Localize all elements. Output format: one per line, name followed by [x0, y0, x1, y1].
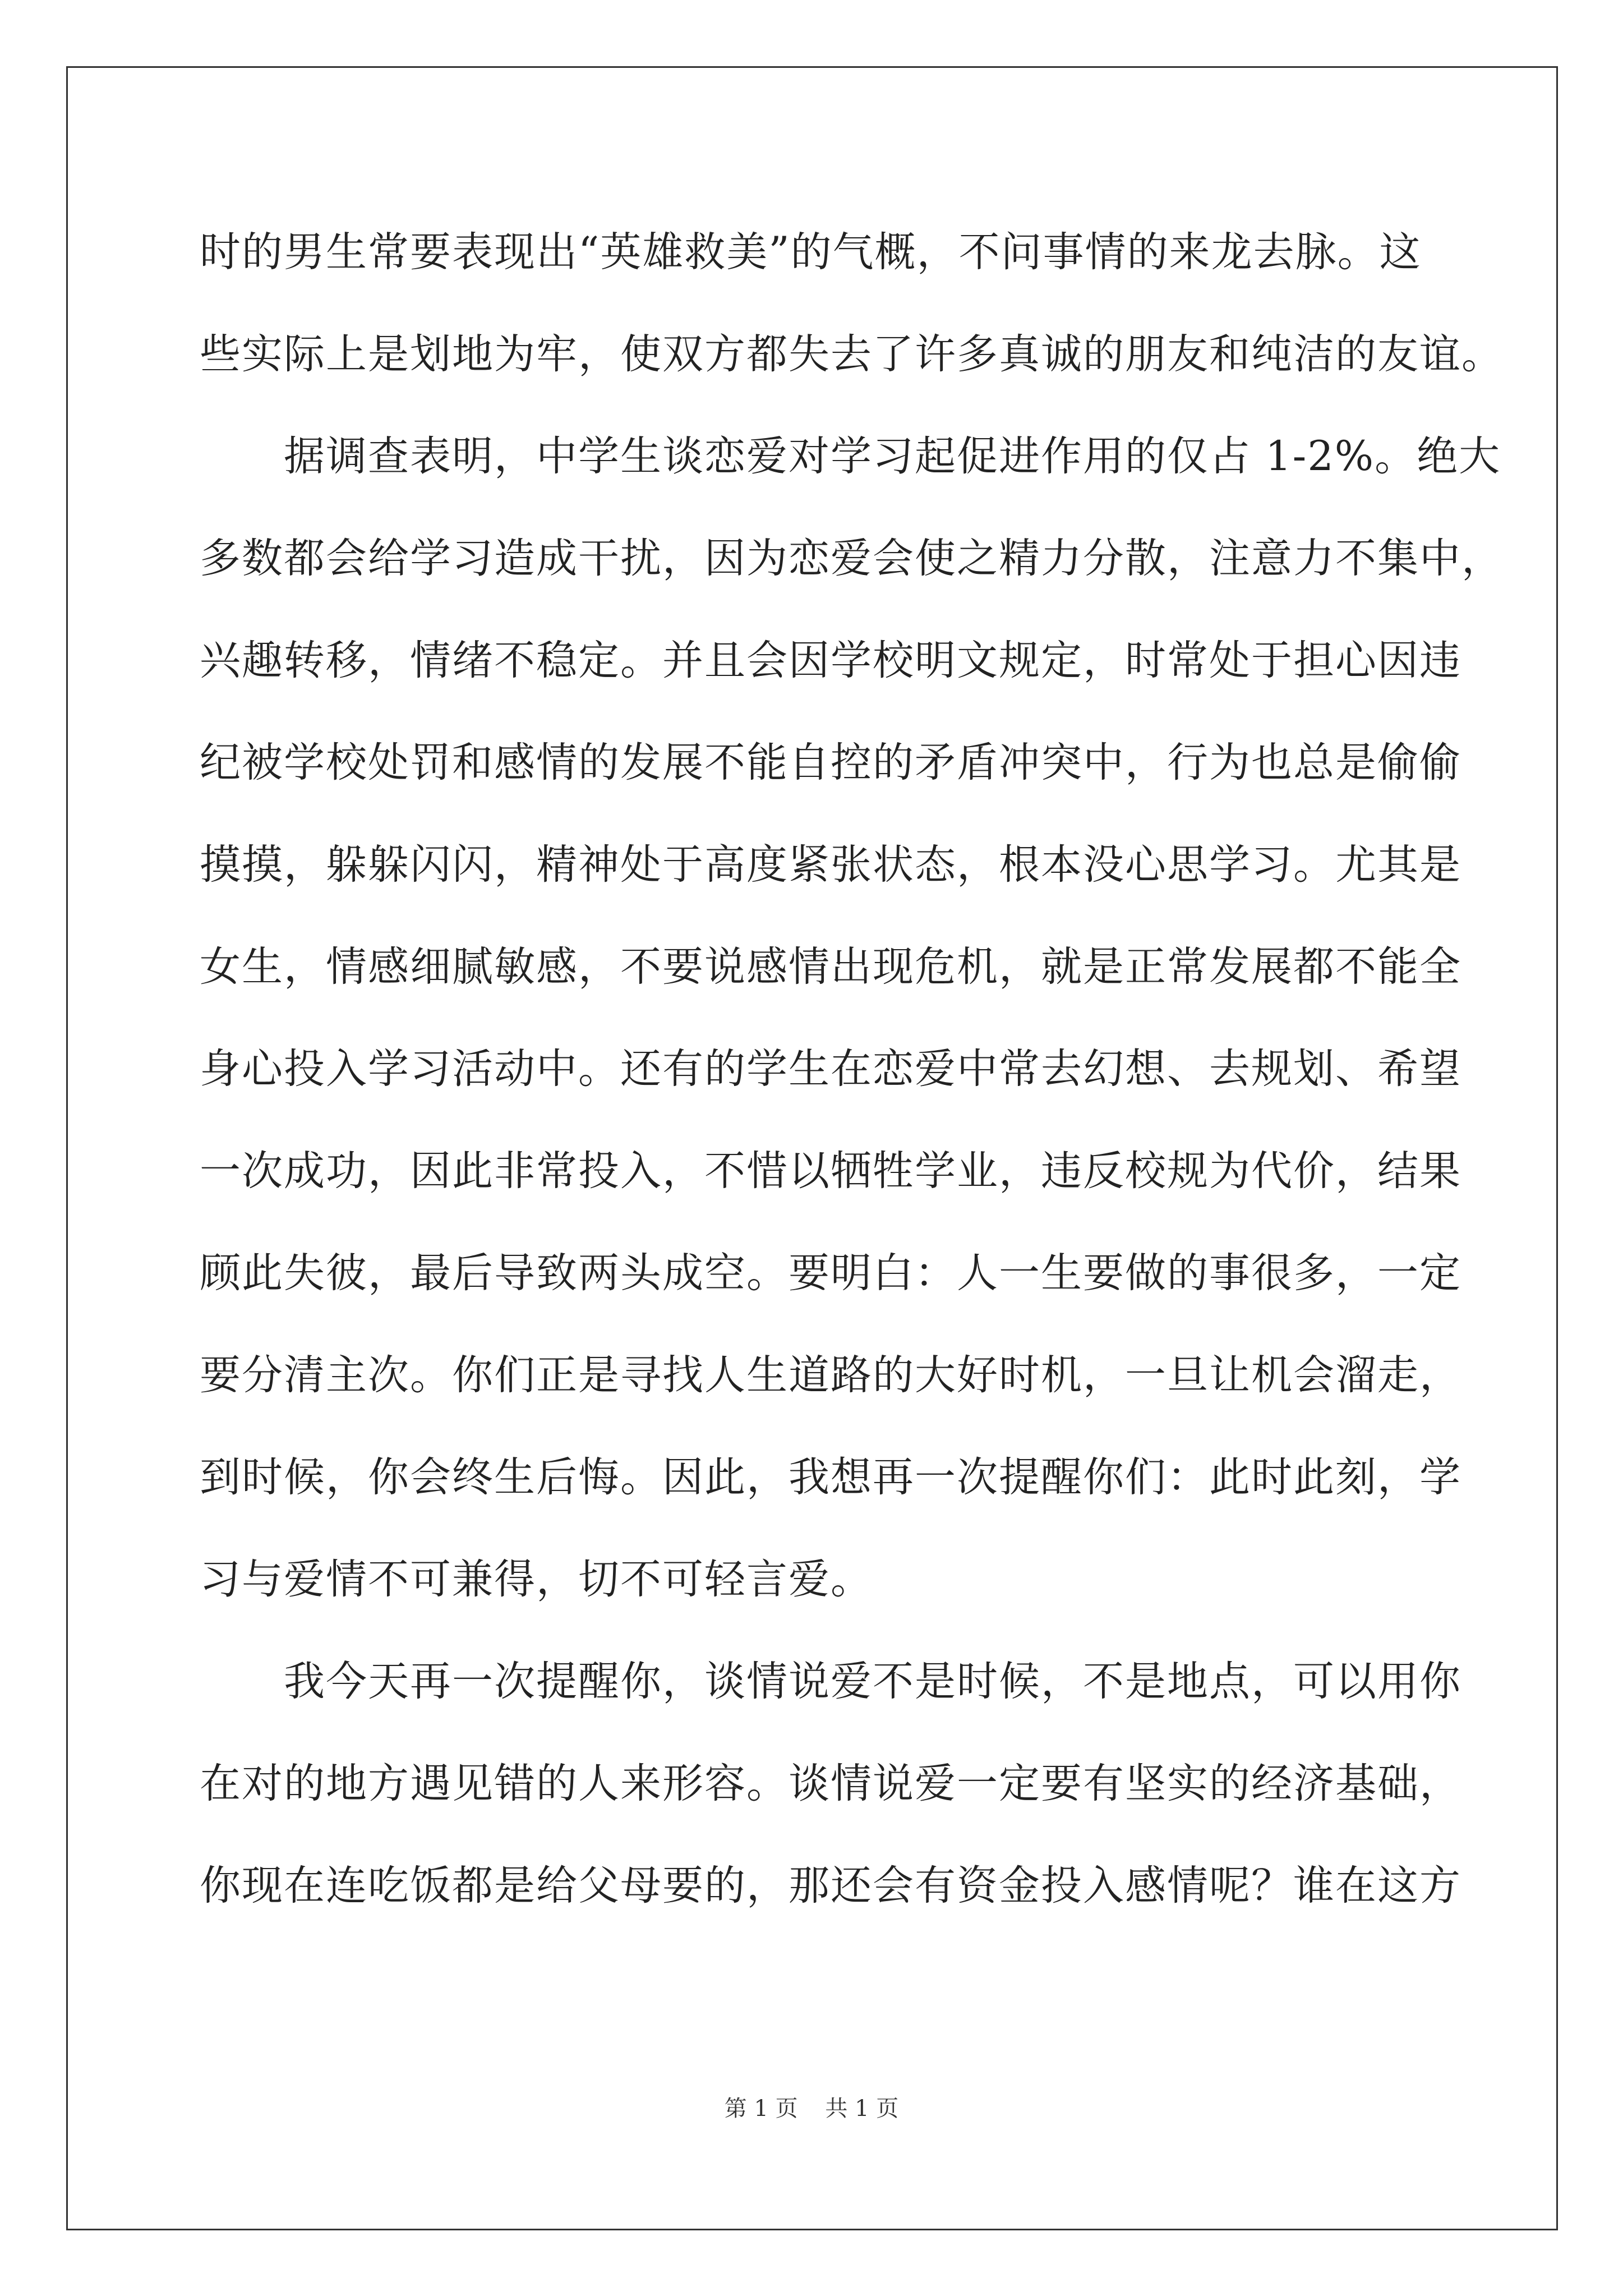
text-line: 些实际上是划地为牢，使双方都失去了许多真诚的朋友和纯洁的友谊。 [200, 330, 1504, 378]
document-body [200, 223, 1504, 1959]
page-footer [0, 2095, 1623, 2122]
text-line: 女生，情感细腻敏感，不要说感情出现危机，就是正常发展都不能全 [200, 943, 1461, 991]
text-line: 摸摸，躲躲闪闪，精神处于高度紧张状态，根本没心思学习。尤其是 [200, 841, 1461, 889]
text-line: 多数都会给学习造成干扰，因为恋爱会使之精力分散，注意力不集中， [200, 535, 1504, 582]
text-line: 到时候，你会终生后悔。因此，我想再一次提醒你们：此时此刻，学 [200, 1453, 1461, 1501]
text-line: 你现在连吃饭都是给父母要的，那还会有资金投入感情呢？谁在这方 [200, 1862, 1461, 1910]
text-line: 据调查表明，中学生谈恋爱对学习起促进作用的仅占 1-2%。绝大 [200, 432, 1501, 480]
text-line: 纪被学校处罚和感情的发展不能自控的矛盾冲突中，行为也总是偷偷 [200, 739, 1461, 786]
text-line: 要分清主次。你们正是寻找人生道路的大好时机，一旦让机会溜走， [200, 1351, 1461, 1399]
text-line: 顾此失彼，最后导致两头成空。要明白：人一生要做的事很多，一定 [200, 1249, 1461, 1297]
page-number: 第 1 页 [724, 2096, 798, 2122]
text-line: 在对的地方遇见错的人来形容。谈情说爱一定要有坚实的经济基础， [200, 1760, 1461, 1807]
text-line: 一次成功，因此非常投入，不惜以牺牲学业，违反校规为代价，结果 [200, 1147, 1461, 1195]
text-line: 兴趣转移，情绪不稳定。并且会因学校明文规定，时常处于担心因违 [200, 637, 1461, 684]
text-line: 时的男生常要表现出“英雄救美”的气概，不问事情的来龙去脉。这 [200, 228, 1422, 276]
text-line: 身心投入学习活动中。还有的学生在恋爱中常去幻想、去规划、希望 [200, 1045, 1461, 1093]
page-total: 共 1 页 [825, 2096, 899, 2122]
text-line: 我今天再一次提醒你，谈情说爱不是时候，不是地点，可以用你 [200, 1658, 1461, 1705]
text-line: 习与爱情不可兼得，切不可轻言爱。 [200, 1556, 873, 1603]
